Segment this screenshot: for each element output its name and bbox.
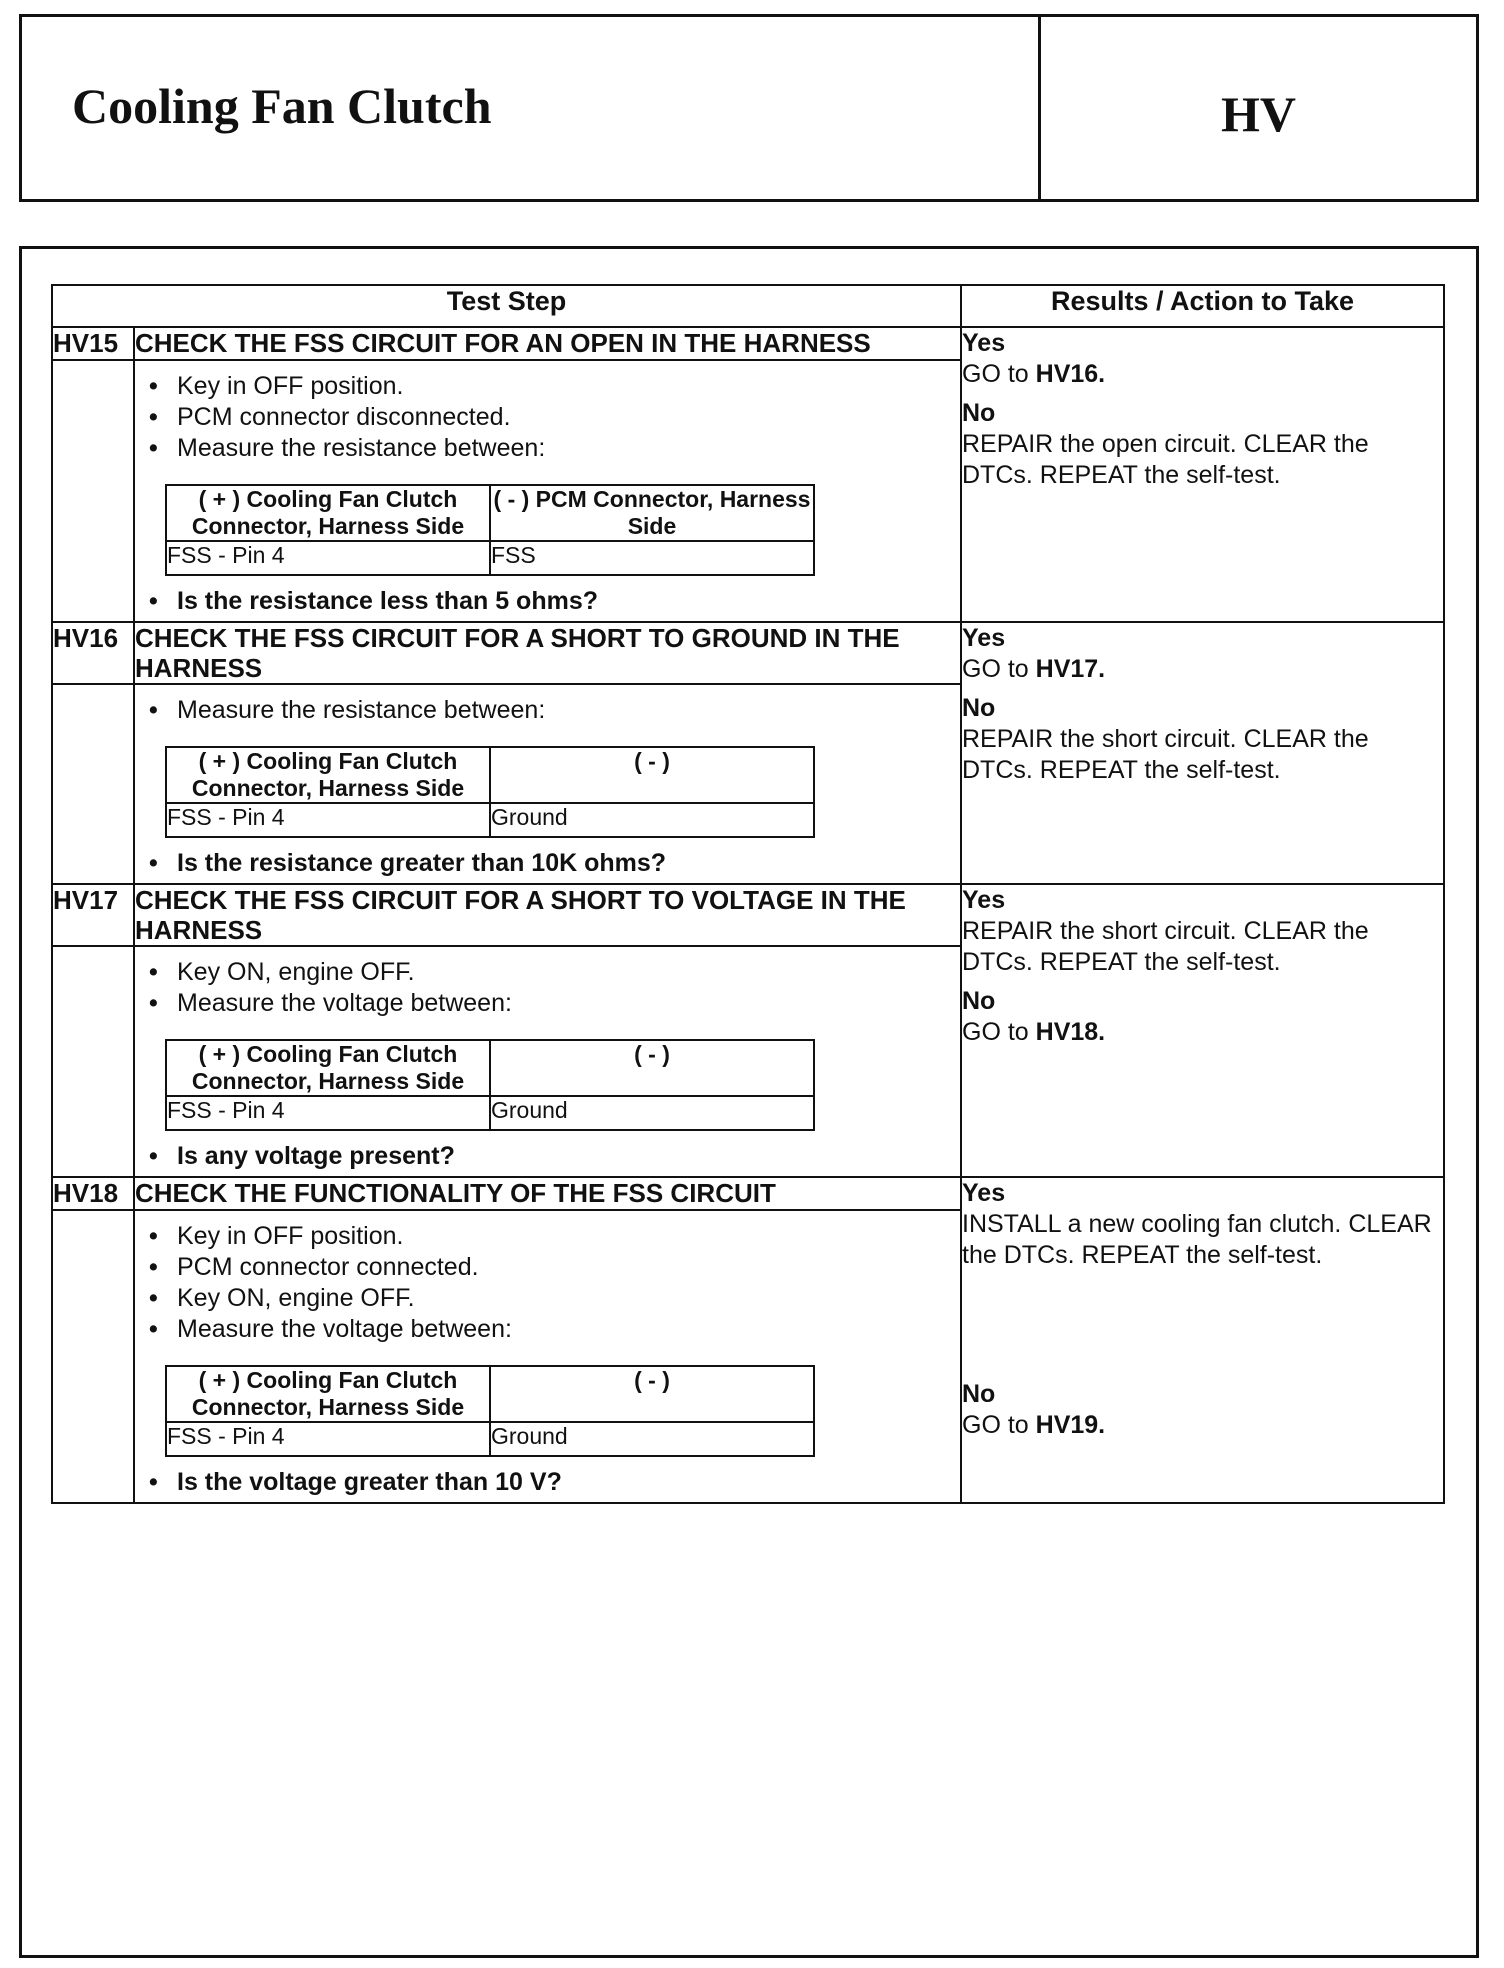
goto-ref: HV17. xyxy=(1035,655,1106,683)
step-body xyxy=(134,946,961,1177)
step-id-blank xyxy=(52,1210,134,1503)
yes-action: GO to HV16. xyxy=(962,360,1106,388)
measurement-table xyxy=(165,484,815,576)
bullet-item: • Measure the voltage between: xyxy=(147,988,960,1019)
yes-label: Yes xyxy=(962,886,1006,914)
step-question: • Is the resistance greater than 10K ohms? xyxy=(149,849,667,877)
bullet-item: • Key in OFF position. xyxy=(147,371,960,402)
measurement-table xyxy=(165,746,815,838)
step-body xyxy=(134,1210,961,1503)
measurement-table xyxy=(165,1039,815,1131)
bullet-item: • PCM connector connected. xyxy=(147,1252,960,1283)
goto-ref: HV16. xyxy=(1035,360,1106,388)
bullet-item: • Measure the voltage between: xyxy=(147,1314,960,1345)
step-id-blank xyxy=(52,360,134,622)
no-action: GO to HV19. xyxy=(962,1411,1106,1439)
step-bullets xyxy=(135,361,960,464)
measurement-table xyxy=(165,1365,815,1457)
bullet-item: • Key ON, engine OFF. xyxy=(147,957,960,988)
yes-label: Yes xyxy=(962,1179,1006,1207)
section-code: HV xyxy=(1221,86,1296,142)
step-id-blank xyxy=(52,946,134,1177)
step-results xyxy=(961,1177,1444,1503)
goto-ref: HV19. xyxy=(1035,1411,1106,1439)
negative-lead-header: ( - ) xyxy=(490,747,814,803)
step-title: CHECK THE FSS CIRCUIT FOR A SHORT TO GROUND IN THE HARNESS xyxy=(134,622,961,684)
step-title-row xyxy=(52,884,1444,946)
positive-lead-value: FSS - Pin 4 xyxy=(166,1096,490,1130)
negative-lead-value: Ground xyxy=(490,1422,814,1456)
results-header: Results / Action to Take xyxy=(961,285,1444,327)
no-label: No xyxy=(962,987,996,1015)
step-bullets xyxy=(135,1211,960,1345)
page-header xyxy=(19,14,1479,202)
no-action: REPAIR the short circuit. CLEAR the DTCs. REPEAT the self-test. xyxy=(962,725,1369,784)
yes-action: REPAIR the short circuit. CLEAR the DTCs. REPEAT the self-test. xyxy=(962,917,1369,976)
positive-lead-value: FSS - Pin 4 xyxy=(166,541,490,575)
positive-lead-value: FSS - Pin 4 xyxy=(166,1422,490,1456)
results-spacer xyxy=(962,1271,1443,1371)
step-bullets xyxy=(135,685,960,726)
step-id: HV15 xyxy=(52,327,134,360)
positive-lead-header: ( + ) Cooling Fan Clutch Connector, Harness Side xyxy=(166,485,490,541)
yes-label: Yes xyxy=(962,329,1006,357)
positive-lead-header: ( + ) Cooling Fan Clutch Connector, Harness Side xyxy=(166,1366,490,1422)
goto-ref: HV18. xyxy=(1035,1018,1106,1046)
bullet-item: • PCM connector disconnected. xyxy=(147,402,960,433)
no-label: No xyxy=(962,694,996,722)
step-question: • Is the resistance less than 5 ohms? xyxy=(149,587,598,615)
test-step-header: Test Step xyxy=(52,285,961,327)
no-action: REPAIR the open circuit. CLEAR the DTCs. REPEAT the self-test. xyxy=(962,430,1369,489)
table-header-row xyxy=(52,285,1444,327)
negative-lead-header: ( - ) xyxy=(490,1040,814,1096)
negative-lead-header: ( - ) xyxy=(490,1366,814,1422)
positive-lead-value: FSS - Pin 4 xyxy=(166,803,490,837)
step-id: HV17 xyxy=(52,884,134,946)
test-step-table xyxy=(51,284,1445,1504)
step-results xyxy=(961,884,1444,1177)
step-question: • Is the voltage greater than 10 V? xyxy=(149,1468,562,1496)
step-results xyxy=(961,327,1444,622)
step-title: CHECK THE FUNCTIONALITY OF THE FSS CIRCUIT xyxy=(134,1177,961,1210)
bullet-item: • Key in OFF position. xyxy=(147,1221,960,1252)
no-label: No xyxy=(962,399,996,427)
no-action: GO to HV18. xyxy=(962,1018,1106,1046)
positive-lead-header: ( + ) Cooling Fan Clutch Connector, Harness Side xyxy=(166,1040,490,1096)
step-question: • Is any voltage present? xyxy=(149,1142,455,1170)
step-title: CHECK THE FSS CIRCUIT FOR A SHORT TO VOLTAGE IN THE HARNESS xyxy=(134,884,961,946)
yes-label: Yes xyxy=(962,624,1006,652)
negative-lead-value: FSS xyxy=(490,541,814,575)
bullet-item: • Key ON, engine OFF. xyxy=(147,1283,960,1314)
step-id-blank xyxy=(52,684,134,884)
negative-lead-header: ( - ) PCM Connector, Harness Side xyxy=(490,485,814,541)
bullet-item: • Measure the resistance between: xyxy=(147,433,960,464)
yes-action: GO to HV17. xyxy=(962,655,1106,683)
no-label: No xyxy=(962,1380,996,1408)
step-title-row xyxy=(52,1177,1444,1210)
step-id: HV18 xyxy=(52,1177,134,1210)
negative-lead-value: Ground xyxy=(490,1096,814,1130)
step-title-row xyxy=(52,622,1444,684)
step-body xyxy=(134,360,961,622)
step-bullets xyxy=(135,947,960,1019)
negative-lead-value: Ground xyxy=(490,803,814,837)
step-title: CHECK THE FSS CIRCUIT FOR AN OPEN IN THE HARNESS xyxy=(134,327,961,360)
yes-action: INSTALL a new cooling fan clutch. CLEAR the DTCs. REPEAT the self-test. xyxy=(962,1210,1432,1269)
page-title: Cooling Fan Clutch xyxy=(72,78,492,134)
bullet-item: • Measure the resistance between: xyxy=(147,695,960,726)
step-id: HV16 xyxy=(52,622,134,684)
step-body xyxy=(134,684,961,884)
positive-lead-header: ( + ) Cooling Fan Clutch Connector, Harness Side xyxy=(166,747,490,803)
step-title-row xyxy=(52,327,1444,360)
step-results xyxy=(961,622,1444,884)
